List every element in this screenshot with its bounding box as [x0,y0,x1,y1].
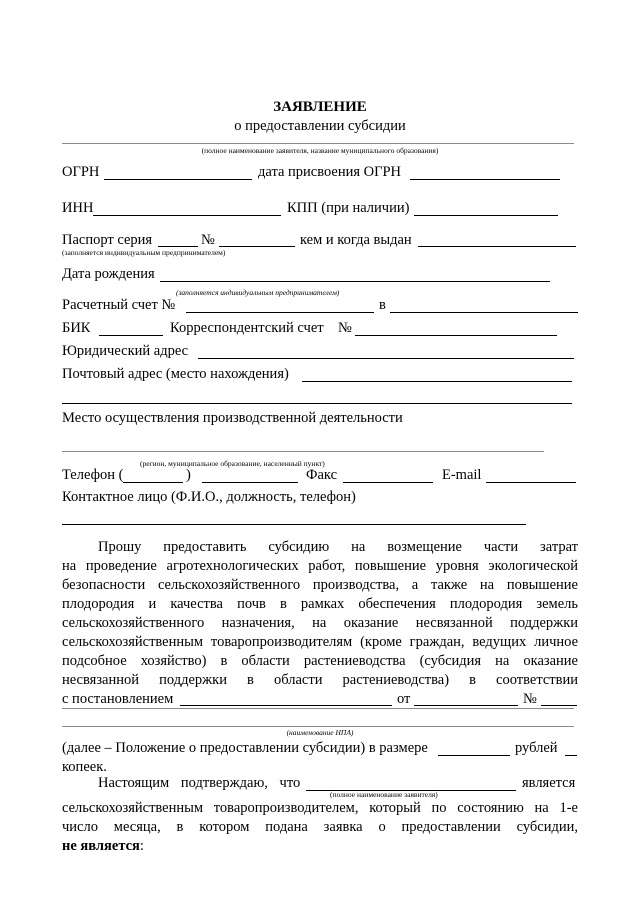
page-subtitle: о предоставлении субсидии [234,118,406,134]
phone-field[interactable] [202,482,298,483]
kpp-field[interactable] [414,215,558,216]
fax-label: Факс [306,467,338,483]
bik-label: БИК [62,320,91,336]
contact-label: Контактное лицо (Ф.И.О., должность, телефон) [62,489,356,505]
bank-field[interactable] [390,312,578,313]
bank-in-label: в [379,297,386,313]
npa-hint: (наименование НПА) [286,728,354,737]
corr-account-field[interactable] [355,335,557,336]
not-is-line [62,839,144,854]
npa-line-1[interactable] [62,708,574,709]
postal-address-label: Почтовый адрес (место нахождения) [62,366,289,382]
resolution-no-label: № [523,691,537,707]
postal-address-field-2[interactable] [62,403,572,404]
body-line-1: Прошу предоставить субсидию на возмещение части затрат [98,539,578,555]
ogrn-label: ОГРН [62,164,100,180]
email-label: E-mail [442,467,482,483]
ogrn-date-label: дата присвоения ОГРН [258,164,402,180]
passport-series-label: Паспорт серия [62,232,153,248]
legal-address-label: Юридический адрес [62,343,189,359]
region-hint: (регион, муниципальное образование, населенный пункт) [140,459,325,468]
fax-field[interactable] [343,482,433,483]
amount-kop-field[interactable] [565,755,577,756]
resolution-no-field[interactable] [541,705,577,706]
phone-label: Телефон ( [62,467,124,483]
page-title: ЗАЯВЛЕНИЕ [273,99,367,115]
passport-issued-field[interactable] [418,246,576,247]
birth-date-field[interactable] [160,281,550,282]
phone-close-paren: ) [186,467,191,483]
resolution-field[interactable] [180,705,392,706]
bik-field[interactable] [99,335,163,336]
passport-issued-label: кем и когда выдан [300,232,412,248]
legal-address-field[interactable] [198,358,574,359]
confirm-hint: (полное наименование заявителя) [330,790,438,799]
body-line-4: плодородия и качества почв в рамках обеспечения плодородия земель [62,596,578,612]
body-line-8: несвязанной поддержки в области растениеводства) в соответствии [62,672,578,688]
account-label: Расчетный счет № [62,297,176,313]
contact-field[interactable] [62,524,526,525]
confirm-prefix: Настоящим подтверждаю, что [98,775,301,791]
production-place-field[interactable] [62,451,544,452]
resolution-label: с постановлением [62,691,174,707]
body-line-5: сельскохозяйственного назначения, на оказание несвязанной поддержки [62,615,578,631]
resolution-date-field[interactable] [414,705,518,706]
email-field[interactable] [486,482,576,483]
passport-no-field[interactable] [219,246,295,247]
body-line-3: безопасности сельскохозяйственного производства, а также на повышение [62,577,578,593]
colon: : [139,838,144,854]
inn-field[interactable] [93,215,281,216]
passport-no-label: № [201,232,215,248]
kpp-label: КПП (при наличии) [287,200,410,216]
account-field[interactable] [186,312,374,313]
phone-code-field[interactable] [123,482,183,483]
inn-label: ИНН [62,200,94,216]
amount-prefix: (далее – Положение о предоставлении субсидии) в размере [62,740,428,756]
p3-line-1: сельскохозяйственным товаропроизводителем, который по состоянию на 1-е [62,800,578,816]
amount-rub-label: рублей [515,740,558,756]
corr-no-label: № [338,320,352,336]
account-hint: (заполняется индивидуальным предпринимателем) [176,288,340,297]
ogrn-field[interactable] [104,179,252,180]
ogrn-date-field[interactable] [410,179,560,180]
body-line-2: на проведение агротехнологических работ, повышение уровня экологической [62,558,578,574]
not-is-text: не является [62,838,140,854]
postal-address-field[interactable] [302,381,572,382]
confirm-suffix: является [522,775,576,791]
birth-date-label: Дата рождения [62,266,155,282]
body-line-7: подсобное хозяйство) в области растениеводства (субсидия на оказание [62,653,578,669]
passport-hint: (заполняется индивидуальным предпринимателем) [62,248,226,257]
resolution-from-label: от [397,691,411,707]
p3-line-2: число месяца, в котором подана заявка о предоставлении субсидии, [62,819,578,835]
applicant-hint: (полное наименование заявителя, название муниципального образования) [201,146,439,155]
production-place-label: Место осуществления производственной деятельности [62,410,403,426]
amount-rub-field[interactable] [438,755,510,756]
amount-kop-label: копеек. [62,759,107,775]
corr-account-label: Корреспондентский счет [170,320,324,336]
applicant-name-line[interactable] [62,143,574,144]
passport-series-field[interactable] [158,246,198,247]
npa-line-2[interactable] [62,726,574,727]
body-line-6: сельскохозяйственным товаропроизводителям (кроме граждан, ведущих личное [62,634,578,650]
